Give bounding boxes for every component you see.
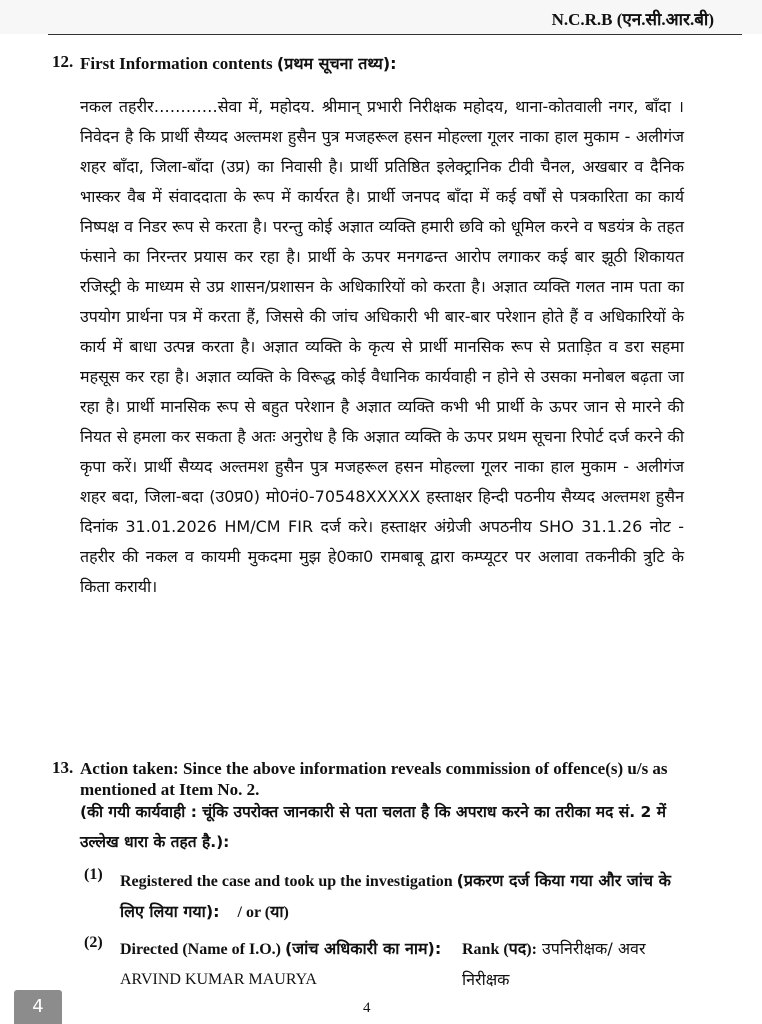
header-title: N.C.R.B (एन.सी.आर.बी) [551, 10, 714, 29]
section-12-heading [52, 52, 714, 74]
section-13-title-en: Action taken: Since the above information reveals commission of offence(s) u/s as mentioned at Item No. 2. [80, 759, 668, 799]
page-indicator-badge: 4 [14, 990, 62, 1024]
header-divider [48, 34, 742, 35]
io-label-en: Directed (Name of I.O.) [120, 941, 281, 958]
action-item-1-or: / or (या) [237, 904, 289, 921]
action-item-1-text-en: Registered the case and took up the investigation [120, 873, 453, 890]
io-name: ARVIND KUMAR MAURYA [120, 971, 317, 988]
rank-label: Rank (पद): [462, 941, 537, 958]
action-item-1-text-hi: (प्रकरण दर्ज किया गया और जांच के लिए लिया गया): [120, 871, 671, 921]
rank-value: उपनिरीक्षक/ अवर निरीक्षक [462, 939, 646, 989]
fir-contents-text: नकल तहरीर…………सेवा में, महोदय. श्रीमान् प्रभारी निरीक्षक महोदय, थाना-कोतवाली नगर, बाँदा । निवेदन है कि प्रार्थी सैय्यद अल्तमश हुसैन पुत्र मजहरूल हसन मोहल्ला गूलर नाका हाल मुकाम - अलीगंज शहर बाँदा, जिला-बाँदा (उप्र) का निवासी है। प्रार्थी प्रतिष्ठित इलेक्ट्रानिक टीवी चैनल, अखबार व दैनिक भास्कर वैब में संवाददाता के रूप में कार्यरत है। प्रार्थी जनपद बाँदा में कई वर्षों से पत्रकारिता का कार्य निष्पक्ष व निडर रूप से करता है। परन्तु कोई अज्ञात व्यक्ति हमारी छवि को धूमिल करने व षडयंत्र के तहत फंसाने का निरन्तर प्रयास कर रहा है। प्रार्थी के ऊपर मनगढन्त आरोप लगाकर कई बार झूठी शिकायत रजिस्ट्री के माध्यम से उप्र शासन/प्रशासन के अधिकारियों को करता है। अज्ञात व्यक्ति गलत नाम पता का उपयोग प्रार्थना पत्र में करता हैं, जिससे की जांच अधिकारी भी बार-बार परेशान होते हैं व अधिकारियों के कार्य में बाधा उत्पन्न करता है। अज्ञात व्यक्ति के कृत्य से प्रार्थी मानसिक रूप से प्रताड़ित व डरा सहमा महसूस कर रहा है। अज्ञात व्यक्ति के विरूद्ध कोई वैधानिक कार्यवाही न होने से उसका मनोबल बढ़ता जा रहा है। प्रार्थी मानसिक रूप से बहुत परेशान है अज्ञात व्यक्ति कभी भी प्रार्थी के ऊपर जान से मारने की नियत से हमला कर सकता है अतः अनुरोध है कि अज्ञात व्यक्ति के ऊपर प्रथम सूचना रिपोर्ट दर्ज करने की कृपा करें। प्रार्थी सैय्यद अल्तमश हुसैन पुत्र मजहरूल हसन मोहल्ला गूलर नाका हाल मुकाम - अलीगंज शहर बदा, जिला-बदा (उ0प्र0) मो0नं0-70548XXXXX हस्ताक्षर हिन्दी पठनीय सैय्यद अल्तमश हुसैन दिनांक 31.01.2026 HM/CM FIR दर्ज करे। हस्ताक्षर अंग्रेजी अपठनीय SHO 31.1.26 नोट - तहरीर की नकल व कायमी मुकदमा मुझ हे0का0 रामबाबू द्वारा कम्प्यूटर पर अलावा तकनीकी त्रुटि के किता करायी। [80, 97, 684, 596]
section-12-title-hi: (प्रथम सूचना तथ्य): [276, 54, 397, 73]
section-13-number: 13. [52, 758, 74, 777]
io-label-hi: (जांच अधिकारी का नाम): [284, 939, 442, 958]
section-13-title-hi: (की गयी कार्यवाही : चूंकि उपरोक्त जानकारी से पता चलता है कि अपराध करने का तरीका मद सं. 2 में उल्लेख धारा के तहत है.): [80, 803, 667, 851]
action-item-1 [84, 866, 684, 928]
section-12-title-en: First Information contents [80, 54, 273, 73]
page-header [0, 0, 762, 34]
section-13-heading [52, 758, 714, 800]
action-item-2-number: (2) [84, 934, 103, 951]
page-number: 4 [363, 1000, 371, 1016]
action-item-1-number: (1) [84, 866, 103, 883]
section-12-number: 12. [52, 52, 74, 71]
